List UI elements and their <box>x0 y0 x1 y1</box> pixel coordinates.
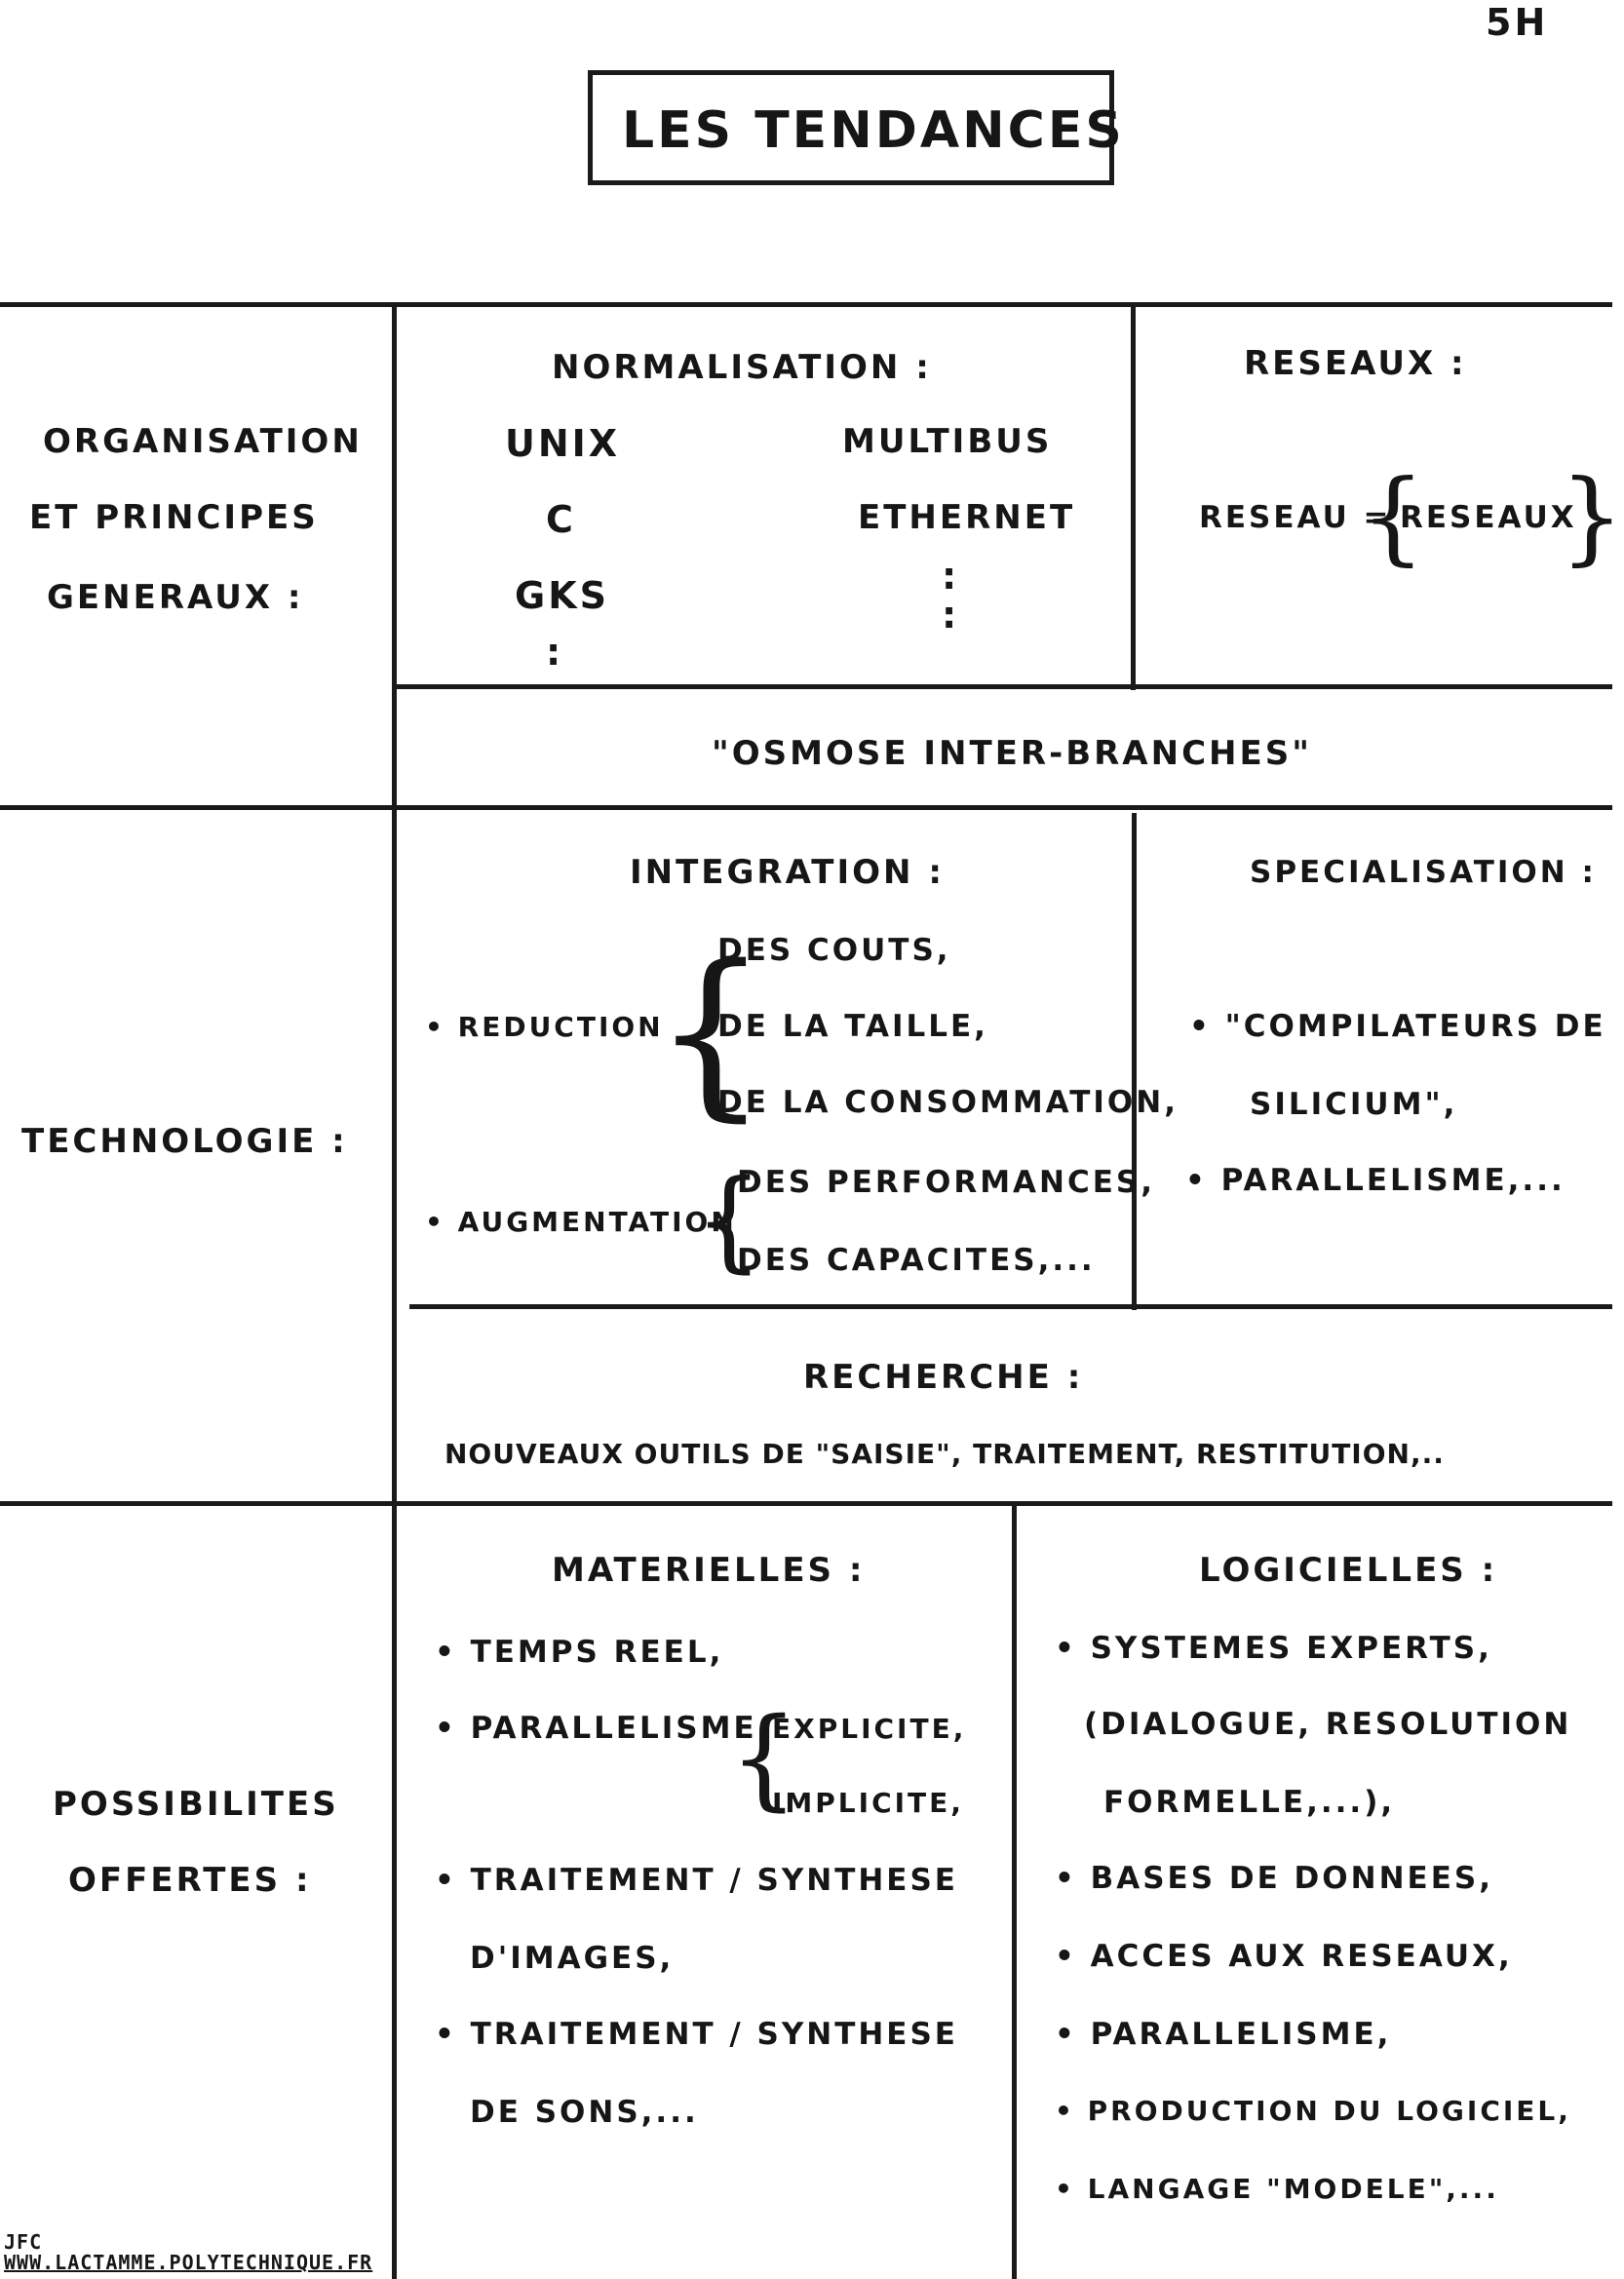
footer-initials: JFC <box>4 2230 43 2254</box>
materielles-line-2: D'IMAGES, <box>470 1941 675 1976</box>
logicielles-line-8: • LANGAGE "MODELE",... <box>1055 2173 1499 2205</box>
recherche-top-divider <box>409 1304 1612 1309</box>
reseaux-heading: RESEAUX : <box>1244 344 1467 383</box>
footer-url[interactable]: WWW.LACTAMME.POLYTECHNIQUE.FR <box>4 2251 373 2274</box>
recherche-text: NOUVEAUX OUTILS DE "SAISIE", TRAITEMENT, RESTITUTION,.. <box>445 1438 1445 1470</box>
row-divider-1 <box>0 805 1612 810</box>
materielles-line-4: DE SONS,... <box>470 2095 699 2130</box>
parallelisme-brace-icon: { <box>729 1695 799 1822</box>
normalisation-multibus: MULTIBUS <box>842 422 1053 461</box>
logicielles-line-3: FORMELLE,...), <box>1103 1785 1396 1820</box>
row-label-organisation-1: ORGANISATION <box>43 422 363 461</box>
logicielles-line-4: • BASES DE DONNEES, <box>1055 1861 1493 1896</box>
logicielles-heading: LOGICIELLES : <box>1199 1551 1498 1590</box>
logicielles-line-6: • PARALLELISME, <box>1055 2017 1392 2052</box>
row-label-offertes: OFFERTES : <box>68 1861 312 1900</box>
materielles-logicielles-divider <box>1012 1506 1017 2279</box>
reseaux-lhs: RESEAU = <box>1199 500 1392 535</box>
label-column-divider <box>392 304 397 2279</box>
integration-reduction-label: • REDUCTION <box>425 1011 664 1043</box>
normalisation-c: C <box>546 498 576 541</box>
materielles-line-3: • TRAITEMENT / SYNTHESE <box>435 2017 958 2052</box>
footer-watermark <box>4 2232 372 2273</box>
row-label-organisation-3: GENERAUX : <box>47 578 304 617</box>
logicielles-line-2: (DIALOGUE, RESOLUTION <box>1084 1707 1572 1742</box>
parallelisme-item-explicite: EXPLICITE, <box>772 1713 967 1745</box>
osmose-inter-branches: "OSMOSE INTER-BRANCHES" <box>712 734 1312 773</box>
row-label-possibilites: POSSIBILITES <box>53 1785 339 1824</box>
integration-heading: INTEGRATION : <box>630 853 945 892</box>
integration-specialisation-divider <box>1132 813 1137 1310</box>
augmentation-item-performances: DES PERFORMANCES, <box>737 1165 1156 1200</box>
row-label-technologie: TECHNOLOGIE : <box>21 1122 348 1161</box>
reseaux-right-brace-icon: } <box>1560 457 1624 576</box>
parallelisme-item-implicite: IMPLICITE, <box>772 1787 964 1819</box>
specialisation-item-compilateurs: • "COMPILATEURS DE <box>1189 1009 1606 1044</box>
osmose-top-divider <box>397 684 1612 689</box>
materielles-temps-reel: • TEMPS REEL, <box>435 1635 724 1670</box>
normalisation-reseaux-divider <box>1131 306 1136 690</box>
logicielles-line-1: • SYSTEMES EXPERTS, <box>1055 1631 1492 1666</box>
reduction-brace-icon: { <box>653 926 769 1138</box>
normalisation-ellipsis-right-b: : <box>942 594 960 637</box>
table-top-border <box>0 302 1612 307</box>
materielles-parallelisme-label: • PARALLELISME <box>435 1711 757 1746</box>
normalisation-ellipsis-left: : <box>546 631 564 674</box>
specialisation-item-silicium: SILICIUM", <box>1250 1087 1458 1122</box>
recherche-heading: RECHERCHE : <box>803 1358 1084 1397</box>
page-number: 5H <box>1486 1 1549 44</box>
integration-augmentation-label: • AUGMENTATION <box>425 1206 737 1238</box>
row-divider-2 <box>0 1501 1612 1506</box>
row-label-organisation-2: ET PRINCIPES <box>29 498 319 537</box>
normalisation-ellipsis-right-a: : <box>942 555 960 598</box>
specialisation-heading: SPECIALISATION : <box>1250 855 1597 890</box>
reseaux-rhs: RESEAUX <box>1400 500 1577 535</box>
normalisation-heading: NORMALISATION : <box>552 348 932 387</box>
materielles-line-1: • TRAITEMENT / SYNTHESE <box>435 1863 958 1898</box>
page-title: LES TENDANCES <box>622 101 1125 160</box>
normalisation-gks: GKS <box>515 574 610 617</box>
reduction-item-taille: DE LA TAILLE, <box>717 1009 988 1044</box>
normalisation-ethernet: ETHERNET <box>858 498 1076 537</box>
augmentation-brace-icon: { <box>694 1157 764 1284</box>
augmentation-item-capacites: DES CAPACITES,... <box>737 1243 1096 1278</box>
reduction-item-consommation: DE LA CONSOMMATION, <box>717 1085 1179 1120</box>
logicielles-line-7: • PRODUCTION DU LOGICIEL, <box>1055 2095 1571 2127</box>
normalisation-unix: UNIX <box>505 422 621 465</box>
materielles-heading: MATERIELLES : <box>552 1551 866 1590</box>
reseaux-left-brace-icon: { <box>1361 457 1426 576</box>
reduction-item-couts: DES COUTS, <box>717 933 951 968</box>
specialisation-item-parallelisme: • PARALLELISME,... <box>1185 1163 1566 1198</box>
logicielles-line-5: • ACCES AUX RESEAUX, <box>1055 1939 1513 1974</box>
